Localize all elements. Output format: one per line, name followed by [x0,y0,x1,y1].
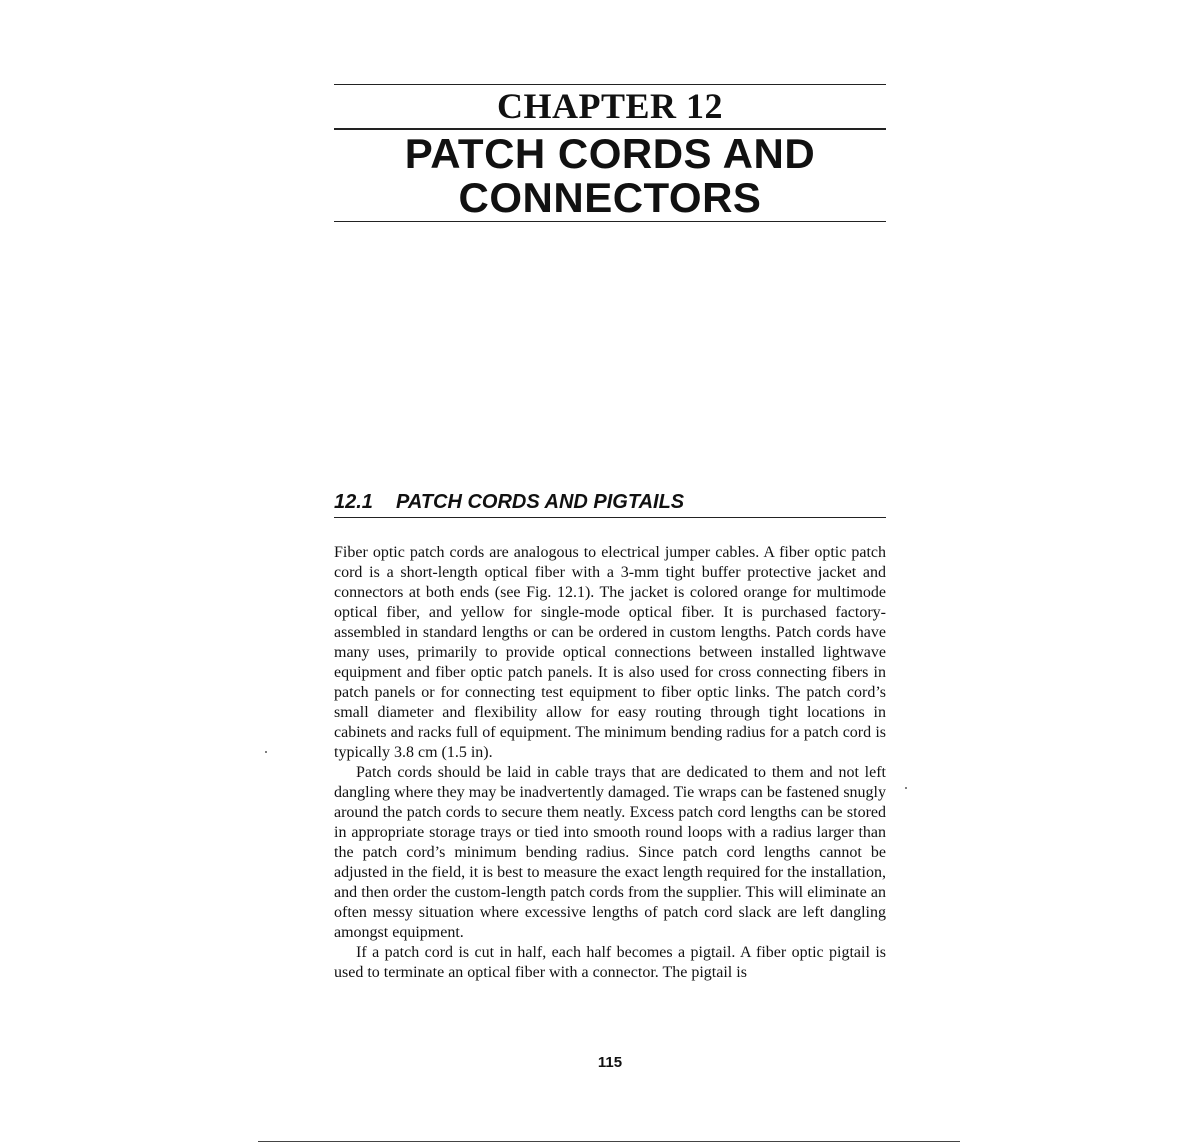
scan-speck [265,751,267,753]
scan-edge-rule [258,1141,960,1142]
chapter-title [334,132,886,220]
chapter-bottom-rule [334,221,886,222]
paragraph-2: Patch cords should be laid in cable trays that are dedicated to them and not left dangling where they may be inadvertently damaged. Tie wraps can be fastened snugly around the patch cords to secure them neatly. Excess patch cord lengths can be stored in appropriate storage trays or tied into smooth round loops with a radius larger than the patch cord’s minimum bending radius. Since patch cord lengths cannot be adjusted in the field, it is best to measure the exact length required for the installation, and then order the custom-length patch cords from the supplier. This will eliminate an often messy situation where excessive lengths of patch cord slack are left dangling amongst equipment. [334,764,886,941]
section-heading [334,490,886,514]
chapter-top-rule [334,84,886,85]
section-number: 12.1 [334,491,373,513]
chapter-label: CHAPTER 12 [496,86,723,126]
section-title: PATCH CORDS AND PIGTAILS [396,491,685,513]
section-rule [334,517,886,518]
chapter-title-line-1: PATCH CORDS AND [404,130,816,177]
chapter-title-line-2: CONNECTORS [458,174,762,221]
body-text [334,543,886,983]
paragraph-3: If a patch cord is cut in half, each half becomes a pigtail. A fiber optic pigtail is used to terminate an optical fiber with a connector. The pigtail is [334,944,886,981]
scan-speck [905,787,907,789]
page-number: 115 [597,1054,623,1071]
paragraph-1: Fiber optic patch cords are analogous to electrical jumper cables. A fiber optic patch cord is a short-length optical fiber with a 3-mm tight buffer protective jacket and connectors at both ends (see Fig. 12.1). The jacket is colored orange for multimode optical fiber, and yellow for single-mode optical fiber. It is purchased factory-assembled in standard lengths or can be ordered in custom lengths. Patch cords have many uses, primarily to provide optical connections between installed lightwave equipment and fiber optic patch panels. It is also used for cross connecting fibers in patch panels or for connecting test equipment to fiber optic links. The patch cord’s small diameter and flexibility allow for easy routing through tight locations in cabinets and racks full of equipment. The minimum bending radius for a patch cord is typically 3.8 cm (1.5 in). [334,544,886,761]
